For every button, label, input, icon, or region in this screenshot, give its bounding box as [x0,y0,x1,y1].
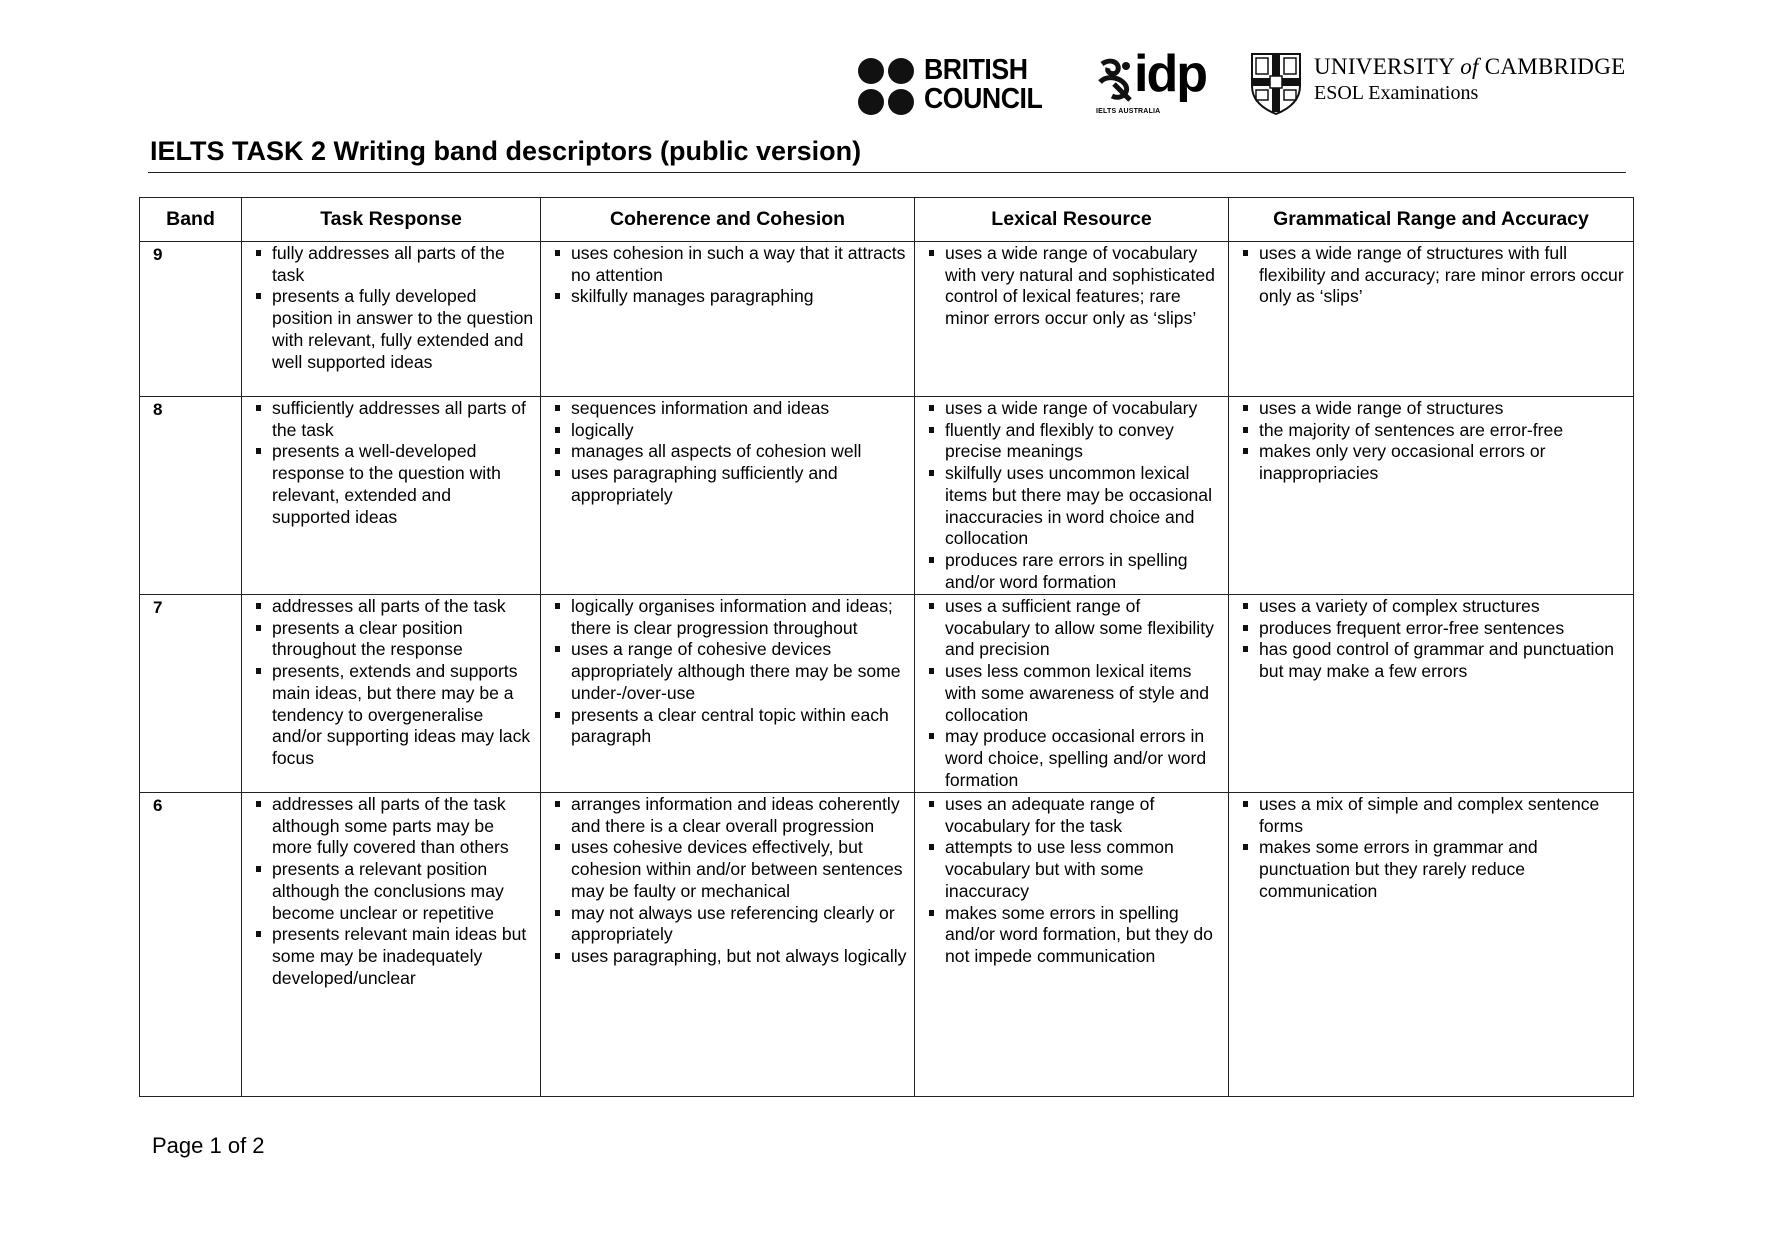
lexical-resource-cell [915,793,1229,1097]
grammatical-range-cell [1229,595,1634,793]
descriptor-item: makes some errors in spelling and/or word formation, but they do not impede communication [925,903,1222,968]
coherence-cohesion-cell [541,793,915,1097]
descriptor-item: sufficiently addresses all parts of the task [252,398,534,441]
lexical-resource-cell [915,595,1229,793]
grammatical-range-cell [1229,242,1634,397]
descriptor-item: uses a range of cohesive devices appropriately although there may be some under-/over-use [551,639,908,704]
grammatical-range-list [1239,596,1627,683]
lexical-resource-list [925,794,1222,968]
table-row [140,397,1634,595]
descriptor-item: uses paragraphing sufficiently and appropriately [551,463,908,506]
title-divider [148,172,1626,173]
descriptor-item: uses paragraphing, but not always logically [551,946,908,968]
lexical-resource-cell [915,242,1229,397]
lexical-resource-list [925,398,1222,593]
descriptor-item: sequences information and ideas [551,398,908,420]
idp-subtitle: IELTS AUSTRALIA [1096,108,1161,115]
descriptor-item: presents relevant main ideas but some may be inadequately developed/unclear [252,924,534,989]
task-response-cell [242,793,541,1097]
cambridge-esol-name: ESOL Examinations [1314,82,1479,104]
task-response-cell [242,595,541,793]
grammatical-range-cell [1229,397,1634,595]
descriptor-item: presents a fully developed position in answer to the question with relevant, fully extended and well supported ideas [252,286,534,373]
descriptor-item: presents, extends and supports main ideas, but there may be a tendency to overgeneralise and/or supporting ideas may lack focus [252,661,534,770]
header-grammatical-range: Grammatical Range and Accuracy [1229,198,1634,242]
descriptor-item: uses an adequate range of vocabulary for the task [925,794,1222,837]
header-coherence-cohesion: Coherence and Cohesion [541,198,915,242]
descriptor-item: presents a well-developed response to the question with relevant, extended and supported ideas [252,441,534,528]
british-council-wordmark: BRITISH COUNCIL [924,54,1043,115]
coherence-cohesion-list [551,794,908,968]
descriptor-item: may not always use referencing clearly or appropriately [551,903,908,946]
descriptor-item: uses a mix of simple and complex sentence forms [1239,794,1627,837]
british-council-dots-icon [858,58,918,116]
coherence-cohesion-cell [541,242,915,397]
coherence-cohesion-list [551,596,908,748]
british-council-logo [858,54,1058,116]
task-response-list [252,243,534,373]
band-number: 6 [140,793,242,1097]
descriptor-item: produces frequent error-free sentences [1239,618,1627,640]
task-response-list [252,398,534,528]
lexical-resource-cell [915,397,1229,595]
descriptor-item: presents a relevant position although the conclusions may become unclear or repetitive [252,859,534,924]
header-lexical-resource: Lexical Resource [915,198,1229,242]
descriptor-item: may produce occasional errors in word choice, spelling and/or word formation [925,726,1222,791]
band-number: 8 [140,397,242,595]
header-task-response: Task Response [242,198,541,242]
descriptor-item: presents a clear position throughout the response [252,618,534,661]
descriptor-item: uses cohesive devices effectively, but cohesion within and/or between sentences may be faulty or mechanical [551,837,908,902]
table-row [140,242,1634,397]
header-logos [858,45,1628,122]
grammatical-range-cell [1229,793,1634,1097]
grammatical-range-list [1239,243,1627,308]
descriptor-item: uses a sufficient range of vocabulary to allow some flexibility and precision [925,596,1222,661]
page-number: Page 1 of 2 [152,1133,265,1158]
idp-wordmark: idp [1134,45,1206,103]
descriptor-item: fully addresses all parts of the task [252,243,534,286]
header-band: Band [140,198,242,242]
descriptor-item: logically organises information and ideas; there is clear progression throughout [551,596,908,639]
task-response-list [252,596,534,770]
descriptor-item: addresses all parts of the task although some parts may be more fully covered than others [252,794,534,859]
band-descriptors-table [139,197,1634,1097]
band-number: 7 [140,595,242,793]
descriptor-item: makes only very occasional errors or inappropriacies [1239,441,1627,484]
coherence-cohesion-cell [541,595,915,793]
descriptor-item: has good control of grammar and punctuation but may make a few errors [1239,639,1627,682]
lexical-resource-list [925,243,1222,330]
descriptor-item: logically [551,420,908,442]
descriptor-item: arranges information and ideas coherently and there is a clear overall progression [551,794,908,837]
coherence-cohesion-list [551,398,908,507]
task-response-cell [242,242,541,397]
coherence-cohesion-list [551,243,908,308]
descriptor-item: skilfully manages paragraphing [551,286,908,308]
descriptor-item: uses less common lexical items with some awareness of style and collocation [925,661,1222,726]
grammatical-range-list [1239,398,1627,485]
page-title: IELTS TASK 2 Writing band descriptors (public version) [150,136,862,166]
descriptor-item: uses a wide range of vocabulary [925,398,1222,420]
descriptor-item: produces rare errors in spelling and/or word formation [925,550,1222,593]
cambridge-university-name: UNIVERSITY of CAMBRIDGE [1314,54,1626,79]
descriptor-item: fluently and flexibly to convey precise meanings [925,420,1222,463]
descriptor-item: uses a wide range of vocabulary with very natural and sophisticated control of lexical features; rare minor errors occur only as ‘slips’ [925,243,1222,330]
descriptor-item: the majority of sentences are error-free [1239,420,1627,442]
table-row [140,793,1634,1097]
cambridge-logo [1250,52,1630,122]
task-response-cell [242,397,541,595]
descriptor-item: skilfully uses uncommon lexical items but there may be occasional inaccuracies in word choice and collocation [925,463,1222,550]
coherence-cohesion-cell [541,397,915,595]
idp-swirl-icon [1096,56,1136,104]
descriptor-item: attempts to use less common vocabulary but with some inaccuracy [925,837,1222,902]
grammatical-range-list [1239,794,1627,903]
band-number: 9 [140,242,242,397]
lexical-resource-list [925,596,1222,791]
descriptor-item: presents a clear central topic within each paragraph [551,705,908,748]
descriptor-item: uses a wide range of structures [1239,398,1627,420]
descriptor-item: uses a wide range of structures with full flexibility and accuracy; rare minor errors occur only as ‘slips’ [1239,243,1627,308]
table-row [140,595,1634,793]
descriptor-item: uses a variety of complex structures [1239,596,1627,618]
descriptor-item: makes some errors in grammar and punctuation but they rarely reduce communication [1239,837,1627,902]
descriptor-item: manages all aspects of cohesion well [551,441,908,463]
cambridge-shield-icon [1250,52,1302,116]
table-header-row [140,198,1634,242]
idp-logo [1096,45,1216,118]
task-response-list [252,794,534,989]
descriptor-item: uses cohesion in such a way that it attracts no attention [551,243,908,286]
descriptor-item: addresses all parts of the task [252,596,534,618]
